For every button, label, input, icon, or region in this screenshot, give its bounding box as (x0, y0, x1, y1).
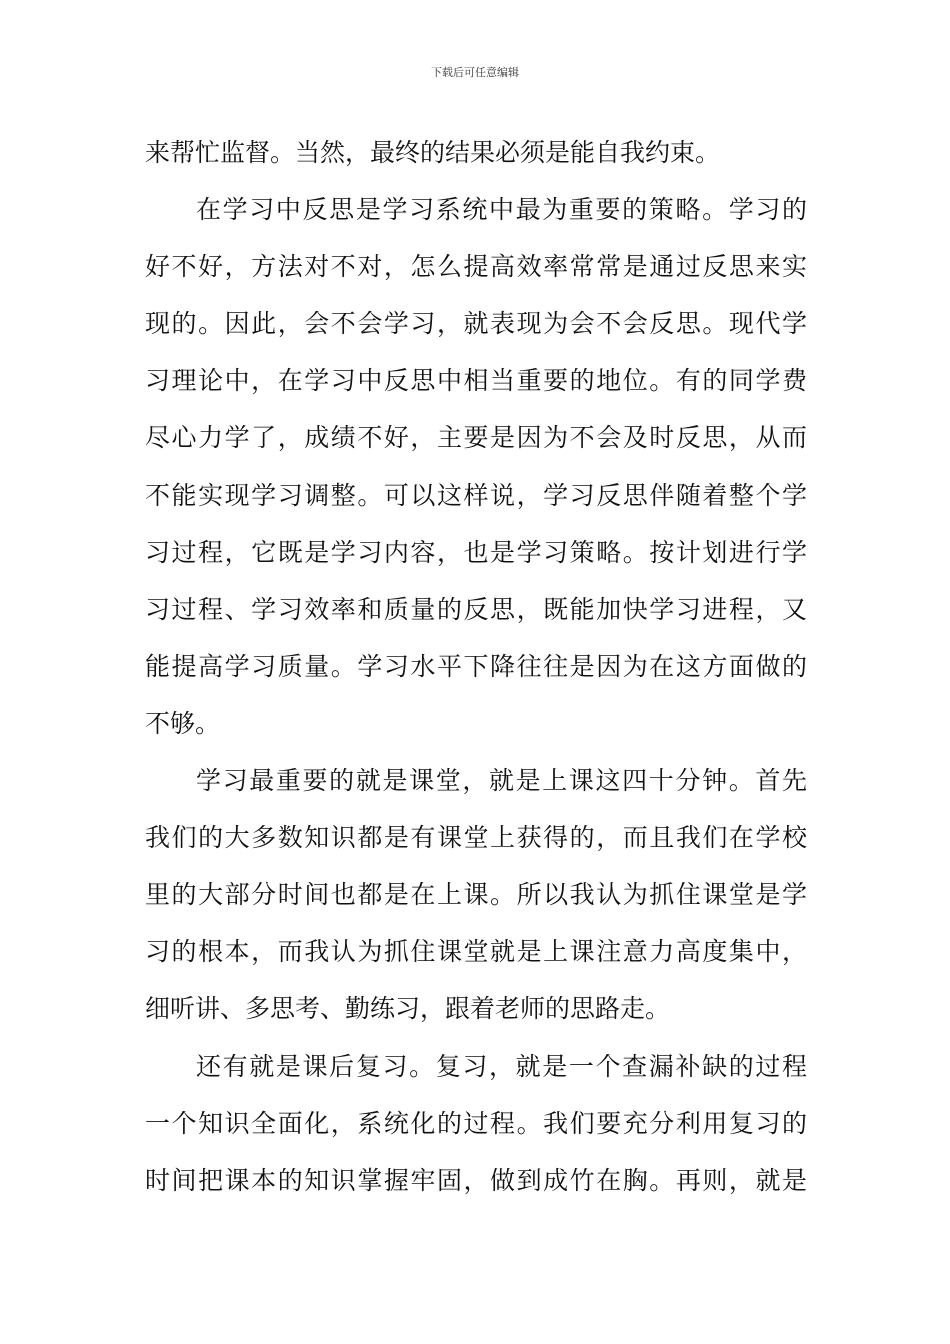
text-line: 习理论中，在学习中反思中相当重要的地位。有的同学费 (145, 366, 807, 396)
text-line: 里的大部分时间也都是在上课。所以我认为抓住课堂是学 (145, 880, 807, 910)
text-line: 细听讲、多思考、勤练习，跟着老师的思路走。 (145, 994, 671, 1024)
text-line: 我们的大多数知识都是有课堂上获得的，而且我们在学校 (145, 823, 807, 853)
text-line: 好不好，方法对不对，怎么提高效率常常是通过反思来实 (145, 252, 807, 282)
text-line: 现的。因此，会不会学习，就表现为会不会反思。现代学 (145, 309, 807, 339)
text-line: 时间把课本的知识掌握牢固，做到成竹在胸。再则，就是 (145, 1165, 807, 1195)
paragraph-start-line: 在学习中反思是学习系统中最为重要的策略。学习的 (196, 195, 807, 225)
paragraph-start-line: 还有就是课后复习。复习，就是一个查漏补缺的过程 (196, 1051, 807, 1081)
text-line: 能提高学习质量。学习水平下降往往是因为在这方面做的 (145, 651, 807, 681)
text-line: 来帮忙监督。当然，最终的结果必须是能自我约束。 (145, 138, 721, 167)
document-body (145, 124, 807, 1209)
text-line: 一个知识全面化，系统化的过程。我们要充分利用复习的 (145, 1108, 807, 1138)
text-line: 不够。 (145, 708, 221, 738)
text-line: 尽心力学了，成绩不好，主要是因为不会及时反思，从而 (145, 423, 807, 453)
text-line: 习过程，它既是学习内容，也是学习策略。按计划进行学 (145, 537, 807, 567)
paragraph-start-line: 学习最重要的就是课堂，就是上课这四十分钟。首先 (196, 766, 807, 796)
page-header: 下载后可任意编辑 (431, 66, 519, 79)
text-line: 习的根本，而我认为抓住课堂就是上课注意力高度集中， (145, 937, 807, 967)
text-line: 习过程、学习效率和质量的反思，既能加快学习进程，又 (145, 594, 807, 624)
text-line: 不能实现学习调整。可以这样说，学习反思伴随着整个学 (145, 480, 807, 510)
